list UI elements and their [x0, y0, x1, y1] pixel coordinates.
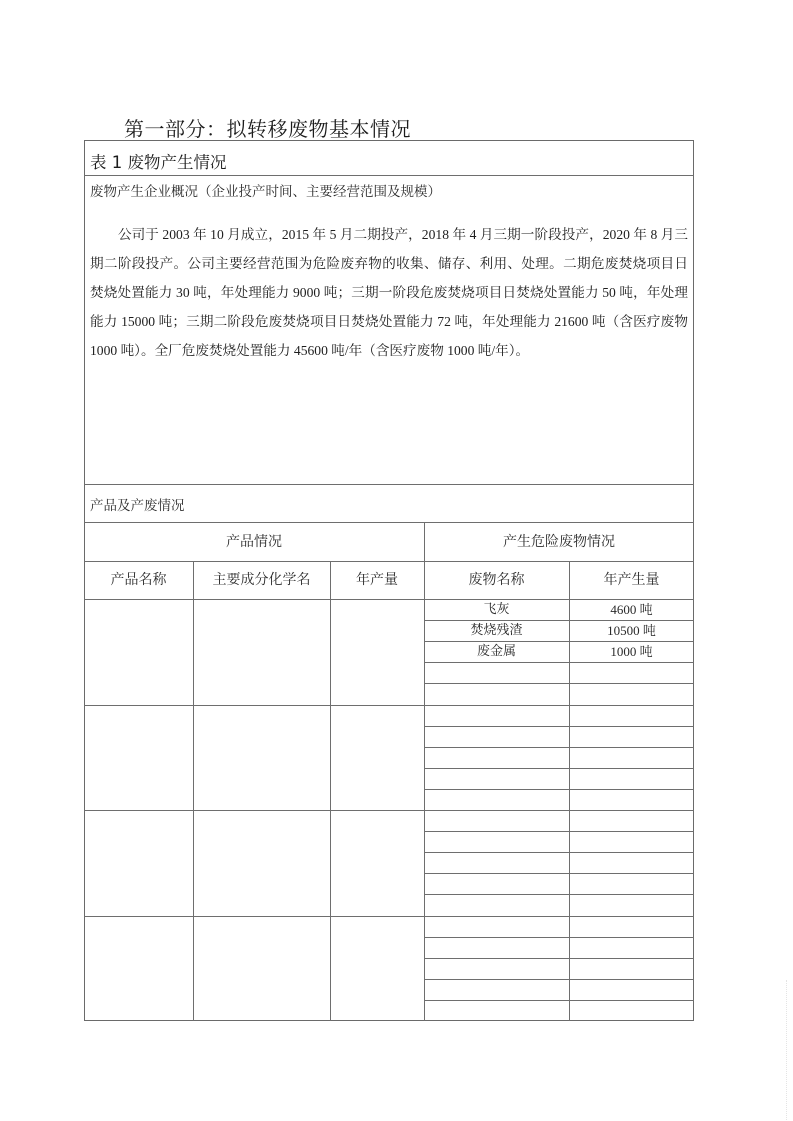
enterprise-overview-text: 公司于 2003 年 10 月成立，2015 年 5 月二期投产，2018 年 4 月三期一阶段投产，2020 年 8 月三期二阶段投产。公司主要经营范围为危险废弃物的收集、储存、利用、处理。二期危废焚烧项目日焚烧处置能力 30 吨，年处理能力 9000 吨；三期一阶段危废焚烧项目日焚烧处置能力 50 吨，年处理能力 15000 吨；三期二阶段危废焚烧项目日焚烧处置能力 72 吨，年处理能力 21600 吨（含医疗废物 1000 吨）。全厂危废焚烧处置能力 45600 吨/年（含医疗废物 1000 吨/年）。: [90, 227, 688, 358]
page-title: 第一部分：拟转移废物基本情况: [124, 117, 411, 141]
waste-annual-amount-cell: 4600 吨: [610, 602, 653, 617]
divider: [424, 958, 694, 959]
divider: [424, 1000, 694, 1001]
divider: [84, 522, 694, 523]
divider: [424, 662, 694, 663]
products-waste-label: 产品及产废情况: [90, 498, 185, 514]
divider: [424, 726, 694, 727]
scan-artifact: [786, 980, 787, 1120]
divider: [84, 175, 694, 176]
divider: [424, 747, 694, 748]
waste-name-cell: 飞灰: [483, 602, 510, 617]
divider: [424, 683, 694, 684]
divider: [424, 979, 694, 980]
divider: [424, 522, 425, 1021]
waste-name-cell: 废金属: [476, 644, 516, 659]
col-header-annual-amount: 年产生量: [603, 572, 660, 588]
col-header-product-name: 产品名称: [110, 572, 167, 588]
divider: [330, 561, 331, 1021]
divider: [84, 705, 694, 706]
divider: [424, 937, 694, 938]
waste-name-cell: 焚烧残渣: [470, 623, 523, 638]
col-header-main-component: 主要成分化学名: [212, 572, 311, 588]
enterprise-overview-label: 废物产生企业概况（企业投产时间、主要经营范围及规模）: [90, 184, 441, 200]
col-header-annual-output: 年产量: [356, 572, 398, 588]
group-header-products: 产品情况: [226, 534, 282, 550]
divider: [84, 810, 694, 811]
divider: [424, 789, 694, 790]
table-caption: 表 1 废物产生情况: [90, 153, 227, 172]
divider: [424, 768, 694, 769]
col-header-waste-name: 废物名称: [468, 572, 525, 588]
group-header-hazardous-waste: 产生危险废物情况: [503, 534, 615, 550]
divider: [424, 852, 694, 853]
divider: [84, 484, 694, 485]
waste-annual-amount-cell: 1000 吨: [610, 644, 653, 659]
divider: [424, 894, 694, 895]
divider: [84, 561, 694, 562]
divider: [193, 561, 194, 1021]
divider: [424, 831, 694, 832]
divider: [84, 916, 694, 917]
divider: [424, 873, 694, 874]
waste-annual-amount-cell: 10500 吨: [607, 623, 656, 638]
